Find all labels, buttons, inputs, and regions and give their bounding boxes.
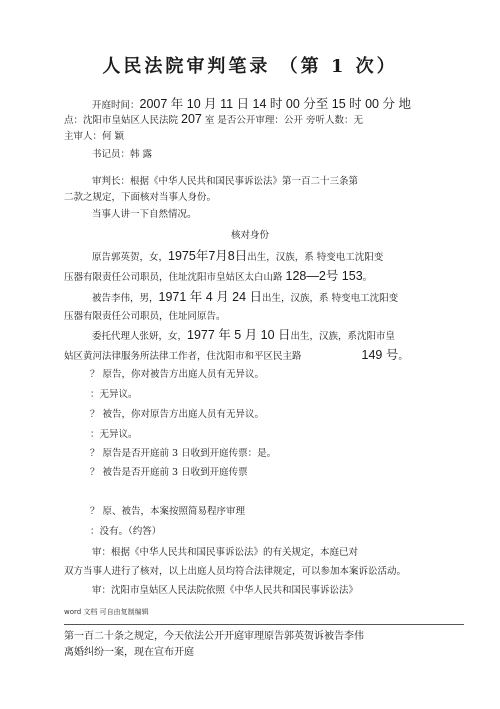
bottom-line-1: 第一百二十条之规定，今天依法公开开庭审理原告郭英贺诉被告李伟 (64, 631, 364, 642)
qa-line: ？ 被告，你对原告方出庭人员有无异议。 (90, 409, 265, 420)
defendant-name: 被告李伟，男， (92, 293, 159, 304)
agent-end: 。 (398, 351, 408, 362)
intro-line-2: 二款之规定，下面核对当事人身份。 (64, 192, 217, 203)
presiding-judge-line: 主审人：何 颖 (64, 131, 125, 142)
qa-line: ？ 原告是否开庭前 3 日收到开庭传票：是。 (90, 448, 277, 459)
agent-birthdate: 1977 年 5 月 10 日 (187, 328, 291, 342)
agent-employer-address: 姑区黄河法律服务所法律工作者，住沈阳市和平区民主路 (64, 351, 302, 362)
defendant-birthdate: 1971 年 4 月 24 日 (158, 290, 263, 304)
plaintiff-birthdate: 1975年7月8日 (168, 249, 248, 263)
defendant-line-2: 压器有限责任公司职员，住址同原告。 (64, 311, 226, 322)
plaintiff-address: 压器有限责任公司职员，住址沈阳市皇姑区太白山路 (64, 272, 286, 283)
agent-line-1 (92, 329, 395, 343)
plaintiff-line-1 (92, 250, 383, 264)
hearing-openness-text: 室 是否公开审理：公开 旁听人数：无 (201, 115, 363, 126)
judge-line-2: 双方当事人进行了核对，以上出庭人员均符合法律规定，可以参加本案诉讼活动。 (64, 566, 407, 577)
document-title: 人民法院审判笔录 （第 1 次） (102, 56, 398, 77)
intro-line-1: 审判长：根据《中华人民共和国民事诉讼法》第一百二十三条第 (92, 176, 359, 187)
agent-name: 委托代理人张妍，女， (92, 331, 188, 342)
hearing-place-text: 点：沈阳市皇姑区人民法院 (64, 115, 182, 126)
room-number: 207 (181, 112, 202, 126)
qa-line: ？ 被告是否开庭前 3 日收到开庭传票 (90, 467, 248, 478)
bottom-line-2: 离婚纠纷一案，现在宣布开庭 (64, 647, 194, 658)
defendant-line-1 (92, 291, 398, 305)
plaintiff-house-number: 128—2号 153 (285, 269, 363, 283)
clerk-line: 书记员：韩 露 (92, 149, 153, 160)
hearing-time-label: 开庭时间： (92, 100, 140, 111)
agent-line-2 (64, 349, 408, 363)
qa-line: ：没有。（约答） (90, 526, 162, 537)
plaintiff-line-2 (64, 270, 372, 284)
hearing-time-line (92, 98, 411, 112)
page-separator (64, 624, 464, 625)
qa-line: ？ 原、被告，本案按照简易程序审理 (90, 506, 246, 517)
footer-note: word 文档 可自由复制编辑 (64, 608, 149, 616)
agent-details: 出生，汉族，系沈阳市皇 (290, 331, 396, 342)
hearing-place-line (64, 113, 363, 127)
judge-line-1: 审：根据《中华人民共和国民事诉讼法》的有关规定，本庭已对 (92, 547, 359, 558)
defendant-details: 出生，汉族，系 特变电工沈阳变 (262, 293, 399, 304)
plaintiff-name: 原告郭英贺，女， (92, 252, 169, 263)
qa-line: ：无异议。 (90, 389, 138, 400)
intro-line-3: 当事人讲一下自然情况。 (92, 209, 197, 220)
qa-line: ？ 原告，你对被告方出庭人员有无异议。 (90, 369, 265, 380)
agent-house-number: 149 号 (361, 348, 399, 362)
section-title: 核对身份 (230, 230, 269, 241)
judge-line-3: 审：沈阳市皇姑区人民法院依照《中华人民共和国民事诉讼法》 (92, 585, 359, 596)
qa-line: ：无异议。 (90, 429, 138, 440)
plaintiff-details: 出生，汉族，系 特变电工沈阳变 (247, 252, 384, 263)
plaintiff-end: 。 (362, 272, 373, 283)
hearing-time-value: 2007 年 10 月 11 日 14 时 00 分至 15 时 00 分 地 (139, 97, 411, 111)
